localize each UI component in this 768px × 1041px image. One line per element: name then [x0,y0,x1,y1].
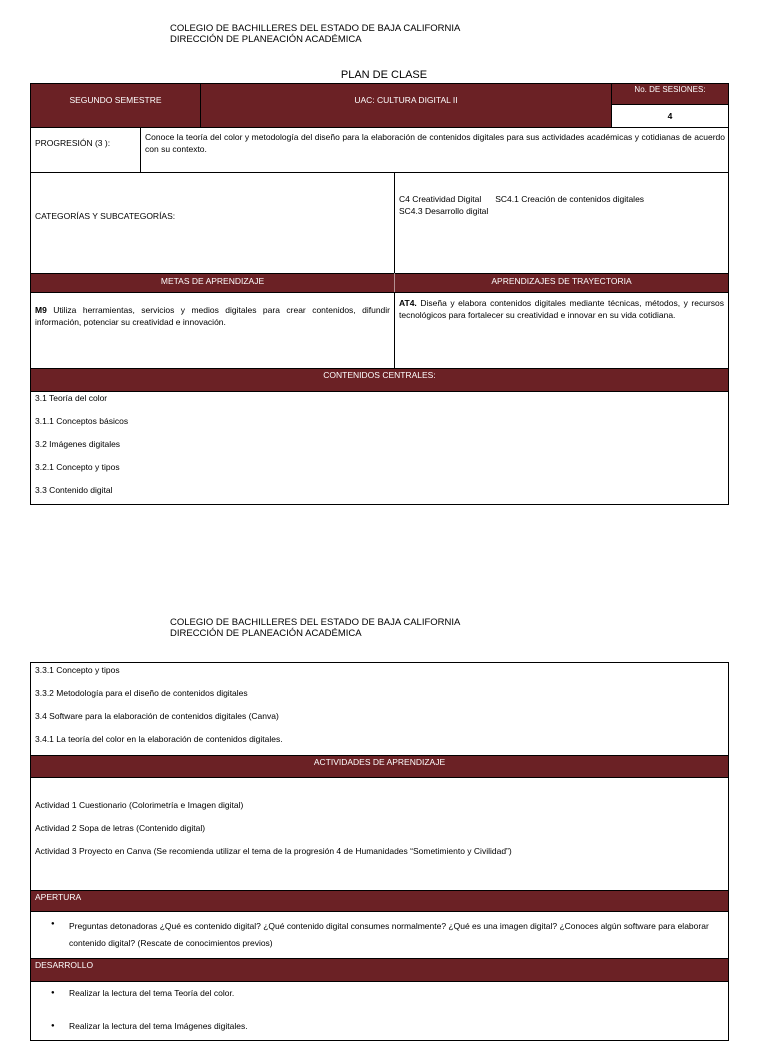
goal-code: M9 [35,305,47,315]
sessions-label: No. DE SESIONES: [634,85,706,94]
goals-header: METAS DE APRENDIZAJE [160,276,265,286]
activity-item: Actividad 2 Sopa de letras (Contenido digital) [35,823,206,833]
direction-name: DIRECCIÓN DE PLANEACIÓN ACADÉMICA [170,34,362,45]
list-item: 3.4 Software para la elaboración de contenidos digitales (Canva) [35,711,279,721]
list-item: 3.1 Teoría del color [35,393,108,403]
goals-text: M9 Utiliza herramientas, servicios y medios digitales para crear contenidos, difundir información, potenciar su creatividad e innovación. [35,305,390,327]
progression-label: PROGRESIÓN (3 ): [35,138,111,148]
trajectory-text: AT4. Diseña y elabora contenidos digitales mediante técnicas, métodos, y recursos tecnológicos para fortalecer su creatividad e innovar en su vida cotidiana. [399,298,724,320]
school-name: COLEGIO DE BACHILLERES DEL ESTADO DE BAJA CALIFORNIA [170,23,461,34]
trajectory-header: APRENDIZAJES DE TRAYECTORIA [491,276,632,286]
categories-row [30,172,729,274]
uac-cell: UAC: CULTURA DIGITAL II [354,95,458,105]
apertura-title: APERTURA [35,892,82,902]
list-item: 3.3 Contenido digital [35,485,113,495]
activities-items [35,799,715,868]
categories-label: CATEGORÍAS Y SUBCATEGORÍAS: [35,211,176,221]
list-item: 3.2.1 Concepto y tipos [35,462,120,472]
list-item: 3.1.1 Conceptos básicos [35,416,129,426]
page1-header [170,23,460,45]
central-contents-title: CONTENIDOS CENTRALES: [323,370,436,380]
desarrollo-list [35,987,715,1032]
list-item: 3.4.1 La teoría del color en la elaboración de contenidos digitales. [35,734,283,744]
contents-page2 [35,664,715,756]
list-item: 3.3.2 Metodología para el diseño de contenidos digitales [35,688,248,698]
contents-page1 [35,392,715,507]
apertura-bullet: ● Preguntas detonadoras ¿Qué es contenido digital? ¿Qué contenido digital consumes normalmente? ¿Qué es una imagen digital? ¿Conoces algún software para elaborar contenido digital? (Rescate de conocimientos previos) [35,918,715,952]
trajectory-code: AT4. [399,298,417,308]
subcategory-sc43: SC4.3 Desarrollo digital [399,206,489,216]
plan-title: PLAN DE CLASE [340,69,428,81]
school-name: COLEGIO DE BACHILLERES DEL ESTADO DE BAJA CALIFORNIA [170,617,461,628]
list-item: 3.3.1 Concepto y tipos [35,665,120,675]
activity-item: Actividad 3 Proyecto en Canva (Se recomienda utilizar el tema de la progresión 4 de Humanidades “Sometimiento y Civilidad”) [35,846,512,856]
desarrollo-bullet: ● Realizar la lectura del tema Teoría del color. [35,987,715,1020]
page2-header [170,617,460,639]
semester-cell: SEGUNDO SEMESTRE [31,84,200,116]
category-c4: C4 Creatividad Digital [399,194,482,204]
categories-values [399,193,719,217]
progression-text: Conoce la teoría del color y metodología del diseño para la elaboración de contenidos digitales para sus actividades académicas y cotidianas de acuerdo con su contexto. [145,132,725,154]
list-item: 3.2 Imágenes digitales [35,439,121,449]
desarrollo-title: DESARROLLO [35,960,94,970]
activities-title: ACTIVIDADES DE APRENDIZAJE [313,757,446,767]
activity-item: Actividad 1 Cuestionario (Colorimetría e Imagen digital) [35,800,244,810]
subcategory-sc41: SC4.1 Creación de contenidos digitales [495,194,645,204]
direction-name: DIRECCIÓN DE PLANEACIÓN ACADÉMICA [170,628,362,639]
desarrollo-bullet: ● Realizar la lectura del tema Imágenes digitales. [35,1020,715,1032]
sessions-value: 4 [612,105,728,127]
